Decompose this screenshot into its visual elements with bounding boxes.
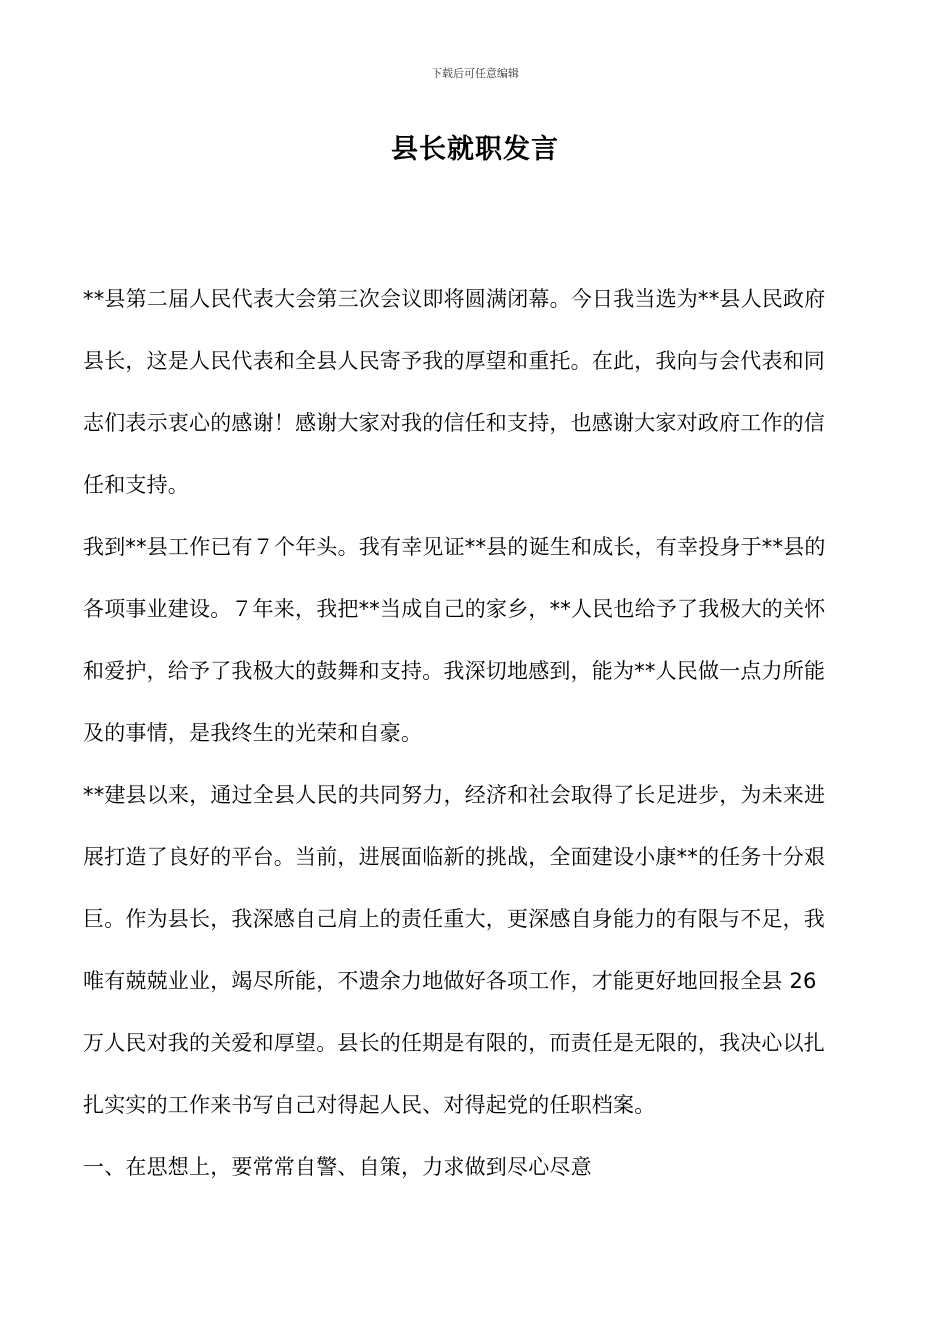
text-line: 和爱护，给予了我极大的鼓舞和支持。我深切地感到，能为**人民做一点力所能	[83, 659, 826, 683]
text-line: 万人民对我的关爱和厚望。县长的任期是有限的，而责任是无限的，我决心以扎	[83, 1031, 825, 1055]
text-line: **建县以来，通过全县人民的共同努力，经济和社会取得了长足进步，为未来进	[83, 783, 826, 807]
text-line: 任和支持。	[83, 473, 189, 497]
text-line: 志们表示衷心的感谢！感谢大家对我的信任和支持，也感谢大家对政府工作的信	[83, 411, 825, 435]
text-line: **县第二届人民代表大会第三次会议即将圆满闭幕。今日我当选为**县人民政府	[83, 287, 826, 311]
text-line: 扎实实的工作来书写自己对得起人民、对得起党的任职档案。	[83, 1093, 656, 1117]
section-heading: 一、在思想上，要常常自警、自策，力求做到尽心尽意	[83, 1155, 592, 1179]
text-line: 巨。作为县长，我深感自己肩上的责任重大，更深感自身能力的有限与不足，我	[83, 907, 825, 931]
document-title: 县长就职发言	[391, 134, 559, 165]
text-line: 展打造了良好的平台。当前，进展面临新的挑战，全面建设小康**的任务十分艰	[83, 845, 826, 869]
document-body	[83, 270, 873, 1200]
text-line: 及的事情，是我终生的光荣和自豪。	[83, 721, 423, 745]
text-line: 各项事业建设。７年来，我把**当成自己的家乡，**人民也给予了我极大的关怀	[83, 597, 826, 621]
header-note: 下载后可任意编辑	[431, 67, 519, 80]
text-line: 县长，这是人民代表和全县人民寄予我的厚望和重托。在此，我向与会代表和同	[83, 349, 825, 373]
text-line: 唯有兢兢业业，竭尽所能，不遗余力地做好各项工作，才能更好地回报全县 26	[83, 969, 817, 993]
text-line: 我到**县工作已有７个年头。我有幸见证**县的诞生和成长，有幸投身于**县的	[83, 535, 826, 559]
